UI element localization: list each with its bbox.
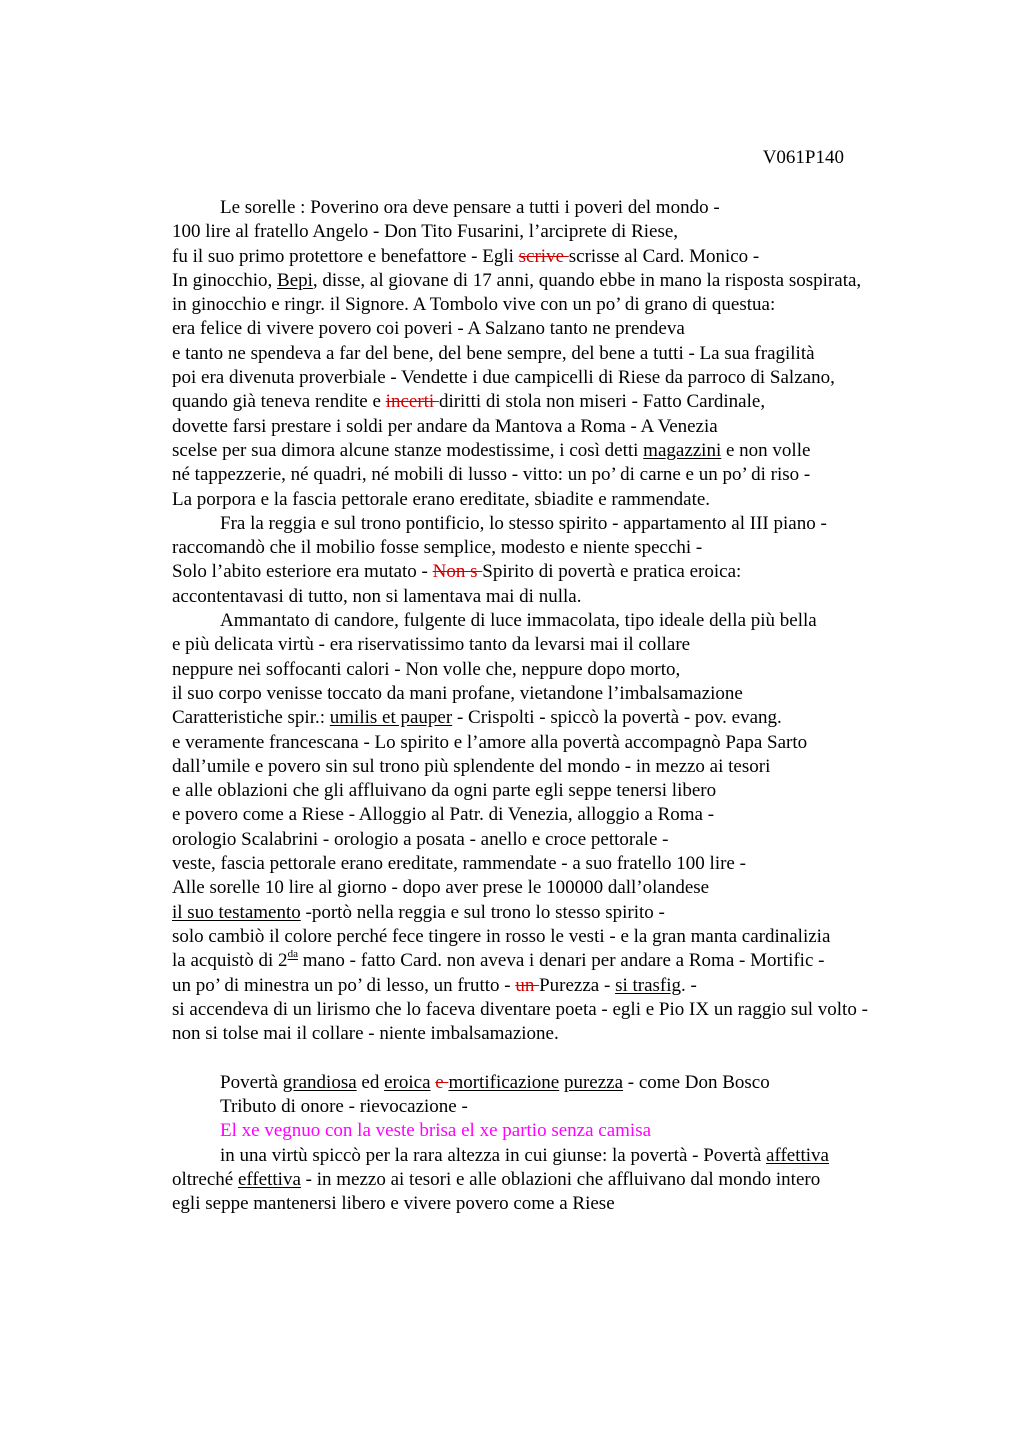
text-line — [172, 463, 902, 487]
document-body — [172, 196, 902, 1216]
text-run: e tanto ne spendeva a far del bene, del bene sempre, del bene a tutti - La sua fragilità — [172, 342, 815, 364]
underlined-text: eroica — [384, 1071, 431, 1093]
text-line — [172, 488, 902, 512]
text-run: poi era divenuta proverbiale - Vendette i due campicelli di Riese da parroco di Salzano, — [172, 367, 835, 389]
underlined-text: magazzini — [643, 439, 722, 461]
text-run: in ginocchio e ringr. il Signore. A Tombolo vive con un po’ di grano di questua: — [172, 294, 776, 316]
text-run: orologio Scalabrini - orologio a posata - anello e croce pettorale - — [172, 828, 669, 850]
text-run: egli seppe mantenersi libero e vivere povero come a Riese — [172, 1193, 615, 1215]
text-line — [172, 658, 902, 682]
text-run: - Crispolti - spiccò la povertà - pov. evang. — [452, 707, 782, 729]
text-run: né tappezzerie, né quadri, né mobili di lusso - vitto: un po’ di carne e un po’ di riso - — [172, 464, 811, 486]
text-run: e alle oblazioni che gli affluivano da ogni parte egli seppe tenersi libero — [172, 780, 717, 802]
text-run: Spirito di povertà e pratica eroica: — [482, 561, 742, 583]
text-run: accontentavasi di tutto, non si lamentava mai di nulla. — [172, 585, 582, 607]
text-line — [172, 585, 902, 609]
text-run: Povertà — [220, 1071, 283, 1093]
text-line — [172, 682, 902, 706]
text-run: scelse per sua dimora alcune stanze modestissime, i così detti — [172, 439, 644, 461]
text-line — [172, 852, 902, 876]
text-line — [172, 828, 902, 852]
text-line — [172, 1168, 902, 1192]
text-run: neppure nei soffocanti calori - Non volle che, neppure dopo morto, — [172, 658, 681, 680]
underlined-text: mortificazione — [448, 1071, 560, 1093]
text-run: era felice di vivere povero coi poveri - A Salzano tanto ne prendeva — [172, 318, 685, 340]
document-reference: V061P140 — [762, 147, 844, 168]
text-line — [172, 731, 902, 755]
text-run: il suo corpo venisse toccato da mani profane, vietandone l’imbalsamazione — [172, 682, 743, 704]
text-line — [172, 317, 902, 341]
text-line — [172, 949, 902, 973]
text-line — [172, 245, 902, 269]
text-run: e non volle — [721, 439, 811, 461]
deleted-text: scrive — [518, 245, 569, 267]
underlined-text: effettiva — [237, 1168, 301, 1190]
text-run: oltreché — [172, 1168, 238, 1190]
text-run: - in mezzo ai tesori e alle oblazioni che affluivano dal mondo intero — [300, 1168, 821, 1190]
text-line — [172, 901, 902, 925]
text-line — [172, 998, 902, 1022]
text-run: . - — [681, 974, 697, 996]
text-run: - come Don Bosco — [623, 1071, 770, 1093]
text-line — [172, 220, 902, 244]
text-run: In ginocchio, — [172, 269, 278, 291]
text-line — [172, 512, 902, 536]
text-run: si accendeva di un lirismo che lo faceva diventare poeta - egli e Pio IX un raggio sul volto - — [172, 998, 868, 1020]
deleted-text: un — [515, 974, 540, 996]
text-run: un po’ di minestra un po’ di lesso, un frutto - — [172, 974, 516, 996]
deleted-text: Non s — [432, 561, 483, 583]
text-line — [172, 415, 902, 439]
text-line — [172, 1022, 902, 1046]
text-run: -portò nella reggia e sul trono lo stesso spirito - — [300, 901, 665, 923]
text-line — [172, 1192, 902, 1216]
underlined-text: umilis et pauper — [329, 707, 453, 729]
text-run: Ammantato di candore, fulgente di luce immacolata, tipo ideale della più bella — [220, 610, 817, 632]
text-line — [172, 342, 902, 366]
underlined-text: Bepi — [277, 269, 313, 291]
text-line — [172, 536, 902, 560]
underlined-text: affettiva — [766, 1144, 829, 1166]
text-line — [172, 269, 902, 293]
deleted-text: e — [435, 1071, 449, 1093]
dialect-quote — [172, 1119, 902, 1143]
text-line — [172, 974, 902, 998]
underlined-text: si trasfig — [615, 974, 682, 996]
underlined-text: purezza — [563, 1071, 624, 1093]
text-line — [172, 779, 902, 803]
text-line — [172, 633, 902, 657]
text-run: La porpora e la fascia pettorale erano ereditate, sbiadite e rammendate. — [172, 488, 711, 510]
text-run: Solo l’abito esteriore era mutato - — [172, 561, 433, 583]
text-run: in una virtù spiccò per la rara altezza in cui giunse: la povertà - Povertà — [220, 1144, 767, 1166]
text-run: dall’umile e povero sin sul trono più splendente del mondo - in mezzo ai tesori — [172, 755, 771, 777]
text-line — [172, 366, 902, 390]
text-run: Le sorelle : Poverino ora deve pensare a tutti i poveri del mondo - — [220, 197, 720, 218]
text-run: dovette farsi prestare i soldi per andare da Mantova a Roma - A Venezia — [172, 415, 718, 437]
text-run: non si tolse mai il collare - niente imbalsamazione. — [172, 1023, 559, 1045]
text-run: Fra la reggia e sul trono pontificio, lo stesso spirito - appartamento al III piano - — [220, 512, 827, 534]
text-line — [172, 1071, 902, 1095]
text-line — [172, 1144, 902, 1168]
text-run: diritti di stola non miseri - Fatto Cardinale, — [438, 391, 766, 413]
text-line — [172, 390, 902, 414]
text-line — [172, 293, 902, 317]
text-run: la acquistò di 2 — [172, 950, 288, 972]
text-line — [172, 439, 902, 463]
text-run: Tributo di onore - rievocazione - — [220, 1095, 468, 1117]
text-line — [172, 755, 902, 779]
text-run: ed — [356, 1071, 385, 1093]
text-run: fu il suo primo protettore e benefattore - Egli — [172, 245, 519, 267]
text-run: veste, fascia pettorale erano ereditate, rammendate - a suo fratello 100 lire - — [172, 853, 746, 875]
text-run: e povero come a Riese - Alloggio al Patr. di Venezia, alloggio a Roma - — [172, 804, 715, 826]
text-run: e più delicata virtù - era riservatissimo tanto da levarsi mai il collare — [172, 634, 691, 656]
text-run: mano - fatto Card. non aveva i denari per andare a Roma - Mortific - — [297, 950, 825, 972]
paragraph-gap — [172, 1046, 902, 1070]
text-run: scrisse al Card. Monico - — [568, 245, 760, 267]
text-run: quando già teneva rendite e — [172, 391, 386, 413]
text-run: raccomandò che il mobilio fosse semplice, modesto e niente specchi - — [172, 537, 703, 559]
text-line — [172, 196, 902, 220]
text-line — [172, 706, 902, 730]
deleted-text: incerti — [385, 391, 439, 413]
text-line — [172, 609, 902, 633]
text-line — [172, 876, 902, 900]
text-run: 100 lire al fratello Angelo - Don Tito Fusarini, l’arciprete di Riese, — [172, 221, 679, 243]
text-run: Caratteristiche spir.: — [172, 707, 330, 729]
underlined-text: il suo testamento — [172, 901, 301, 923]
text-line — [172, 925, 902, 949]
text-run: El xe vegnuo con la veste brisa el xe partio senza camisa — [220, 1120, 652, 1142]
text-run: e veramente francescana - Lo spirito e l’amore alla povertà accompagnò Papa Sarto — [172, 731, 808, 753]
text-run: Purezza - — [539, 974, 616, 996]
text-run: , disse, al giovane di 17 anni, quando ebbe in mano la risposta sospirata, — [312, 269, 862, 291]
text-line — [172, 560, 902, 584]
text-line — [172, 1095, 902, 1119]
text-line — [172, 803, 902, 827]
underlined-text: grandiosa — [282, 1071, 357, 1093]
superscript-text: da — [287, 948, 298, 961]
text-run: Alle sorelle 10 lire al giorno - dopo aver prese le 100000 dall’olandese — [172, 877, 710, 899]
text-run: solo cambiò il colore perché fece tingere in rosso le vesti - e la gran manta cardinalizia — [172, 925, 831, 947]
